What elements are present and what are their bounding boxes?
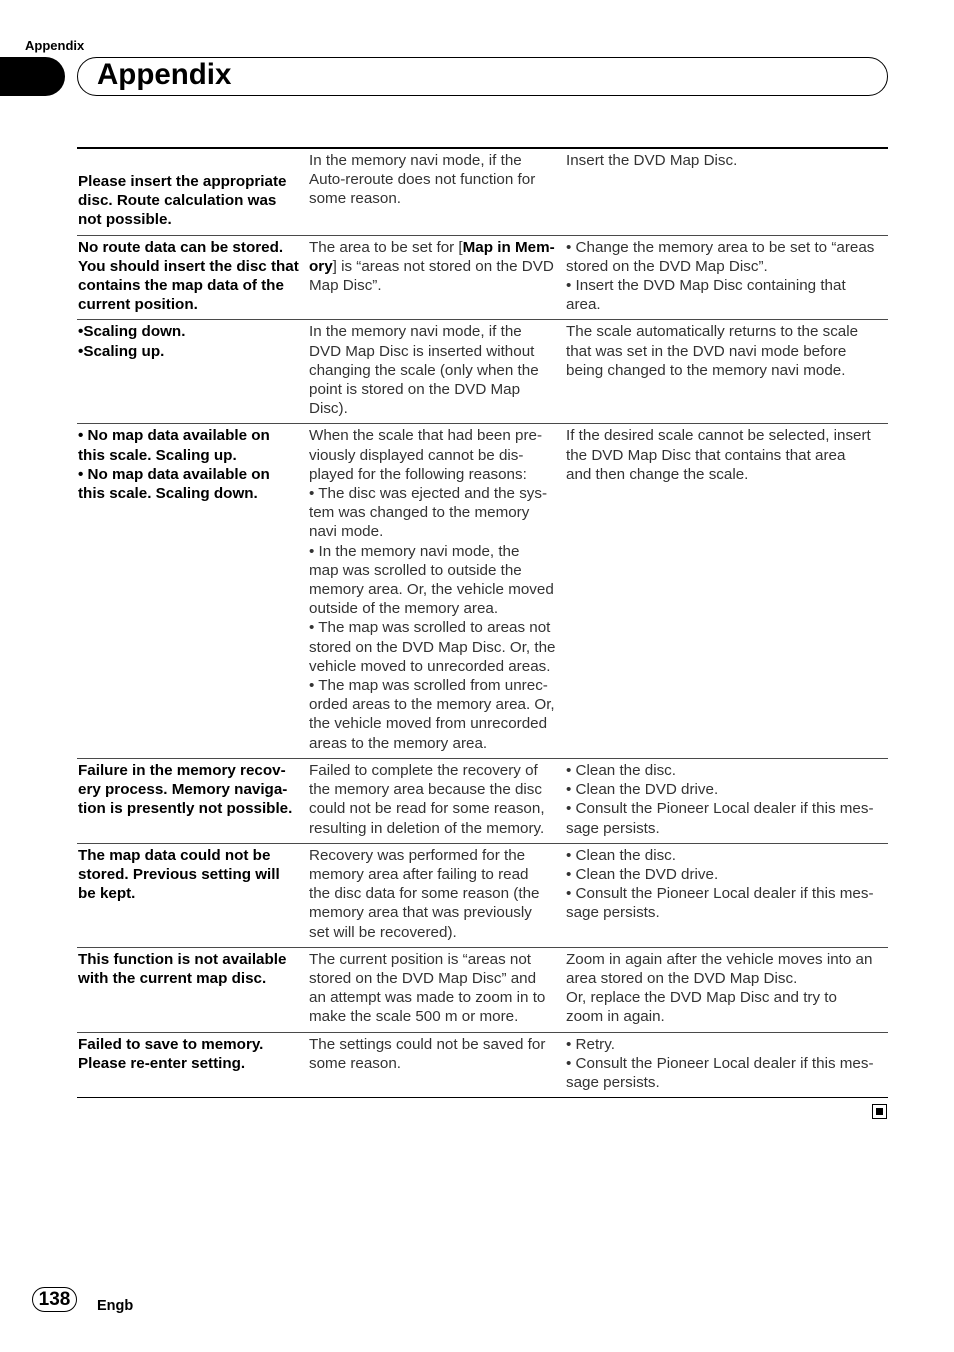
end-mark-icon (872, 1104, 887, 1119)
message-cell (77, 236, 309, 320)
cause-cell (309, 844, 566, 947)
cause-line: • The disc was ejected and the sys- (309, 485, 548, 503)
cause-cell (309, 149, 566, 235)
message-cell (77, 149, 309, 235)
emphasis-text: ory (309, 257, 333, 275)
cause-line: resulting in deletion of the memory. (309, 819, 545, 837)
action-line: and then change the scale. (566, 465, 749, 483)
cause-line: some reason. (309, 190, 402, 208)
cause-cell (309, 1033, 566, 1098)
action-line: • Clean the disc. (566, 846, 676, 864)
message-cell (77, 759, 309, 843)
cause-cell (309, 424, 566, 757)
message-line: Failed to save to memory. (78, 1035, 264, 1053)
cause-cell (309, 948, 566, 1032)
cause-line: outside of the memory area. (309, 600, 499, 618)
action-line: sage persists. (566, 904, 660, 922)
cause-line (309, 238, 566, 257)
cause-line: areas to the memory area. (309, 734, 488, 752)
message-line: •Scaling down. (78, 323, 186, 341)
action-line: • Clean the DVD drive. (566, 781, 719, 799)
message-line: tion is presently not possible. (78, 800, 293, 818)
cause-line: stored on the DVD Map Disc. Or, the (309, 638, 556, 656)
cause-line: the vehicle moved from unrecorded (309, 715, 548, 733)
action-line: • Clean the disc. (566, 761, 676, 779)
action-line: sage persists. (566, 1073, 660, 1091)
action-line: Or, replace the DVD Map Disc and try to (566, 989, 837, 1007)
page-number: 138 (38, 1289, 71, 1310)
action-cell (566, 149, 888, 235)
cause-line: vehicle moved to unrecorded areas. (309, 657, 551, 675)
action-line: stored on the DVD Map Disc”. (566, 257, 768, 275)
cause-line: Disc). (309, 400, 348, 418)
section-title: Appendix (97, 58, 232, 91)
section-title-bar (77, 57, 888, 96)
action-line: that was set in the DVD navi mode before (566, 342, 847, 360)
cause-line: an attempt was made to zoom in to (309, 989, 546, 1007)
action-line: If the desired scale cannot be selected, insert (566, 427, 871, 445)
action-cell (566, 948, 888, 1032)
running-head: Appendix (25, 38, 85, 53)
cause-line: stored on the DVD Map Disc” and (309, 969, 537, 987)
cause-line: Auto-reroute does not function for (309, 171, 536, 189)
table-row (77, 948, 888, 1033)
cause-line: The current position is “areas not (309, 950, 532, 968)
message-line: disc. Route calculation was (78, 192, 277, 210)
action-line: • Consult the Pioneer Local dealer if this mes- (566, 885, 874, 903)
action-cell (566, 320, 888, 423)
action-cell (566, 759, 888, 843)
message-table (77, 147, 888, 1098)
message-line: •Scaling up. (78, 342, 165, 360)
cause-line: In the memory navi mode, if the (309, 152, 522, 169)
table-row (77, 320, 888, 424)
message-cell (77, 1033, 309, 1098)
message-line: this scale. Scaling up. (78, 446, 237, 464)
cause-line: the disc data for some reason (the (309, 885, 540, 903)
message-line: current position. (78, 296, 198, 314)
message-cell (77, 844, 309, 947)
cause-line: map was scrolled to outside the (309, 561, 522, 579)
message-line: The map data could not be (78, 846, 271, 864)
text-segment: ] is “areas not stored on the DVD (332, 257, 554, 275)
action-line: • Change the memory area to be set to “areas (566, 238, 875, 256)
cause-line: memory area after failing to read (309, 865, 529, 883)
cause-line: The settings could not be saved for (309, 1035, 546, 1053)
page-number-badge (32, 1287, 77, 1312)
cause-line: the memory area because the disc (309, 781, 542, 799)
cause-line: Map Disc”. (309, 277, 382, 295)
action-line: • Clean the DVD drive. (566, 865, 719, 883)
action-cell (566, 844, 888, 947)
table-row (77, 759, 888, 844)
cause-line: memory area that was previously (309, 904, 532, 922)
cause-line: Failed to complete the recovery of (309, 761, 538, 779)
action-line: area stored on the DVD Map Disc. (566, 969, 798, 987)
cause-cell (309, 236, 566, 320)
cause-line: viously displayed cannot be dis- (309, 446, 524, 464)
action-line: • Retry. (566, 1035, 615, 1053)
cause-line: DVD Map Disc is inserted without (309, 342, 535, 360)
cause-line: memory area. Or, the vehicle moved (309, 581, 554, 599)
cause-line: tem was changed to the memory (309, 504, 530, 522)
cause-line: In the memory navi mode, if the (309, 323, 522, 341)
cause-line: • The map was scrolled to areas not (309, 619, 551, 637)
message-line: stored. Previous setting will (78, 865, 280, 883)
table-row (77, 236, 888, 321)
action-line: • Consult the Pioneer Local dealer if this mes- (566, 1054, 874, 1072)
cause-line: could not be read for some reason, (309, 800, 545, 818)
table-row (77, 844, 888, 948)
cause-line (309, 257, 566, 276)
table-row (77, 1033, 888, 1099)
message-line: • No map data available on (78, 427, 270, 445)
action-cell (566, 1033, 888, 1098)
cause-line: some reason. (309, 1054, 402, 1072)
message-line: with the current map disc. (78, 969, 267, 987)
cause-line: orded areas to the memory area. Or, (309, 696, 555, 714)
message-cell (77, 320, 309, 423)
cause-line: set will be recovered). (309, 923, 457, 941)
table-row (77, 149, 888, 236)
action-line: sage persists. (566, 819, 660, 837)
message-line: Please re-enter setting. (78, 1054, 246, 1072)
cause-line: Recovery was performed for the (309, 846, 526, 864)
cause-line: point is stored on the DVD Map (309, 381, 521, 399)
message-line: not possible. (78, 211, 172, 229)
cause-line: When the scale that had been pre- (309, 427, 543, 445)
language-code: Engb (97, 1298, 134, 1314)
message-line: This function is not available (78, 950, 287, 968)
message-line: Failure in the memory recov- (78, 761, 286, 779)
message-line: contains the map data of the (78, 277, 284, 295)
action-line: • Insert the DVD Map Disc containing that (566, 277, 846, 295)
action-cell (566, 236, 888, 320)
action-line: • Consult the Pioneer Local dealer if this mes- (566, 800, 874, 818)
action-line: area. (566, 296, 601, 314)
message-line: ery process. Memory naviga- (78, 781, 288, 799)
text-segment: The area to be set for [ (309, 238, 463, 256)
message-line: • No map data available on (78, 465, 270, 483)
cause-line: • In the memory navi mode, the (309, 542, 520, 560)
message-line: Please insert the appropriate (78, 173, 287, 190)
cause-cell (309, 320, 566, 423)
message-cell (77, 948, 309, 1032)
cause-line: navi mode. (309, 523, 384, 541)
cause-line: • The map was scrolled from unrec- (309, 677, 548, 695)
message-line: this scale. Scaling down. (78, 485, 258, 503)
message-line: No route data can be stored. (78, 238, 284, 256)
action-line: Zoom in again after the vehicle moves into an (566, 950, 873, 968)
action-cell (566, 424, 888, 757)
action-line: being changed to the memory navi mode. (566, 361, 846, 379)
message-line: be kept. (78, 885, 136, 903)
cause-line: changing the scale (only when the (309, 361, 539, 379)
section-tab-marker (0, 57, 65, 96)
cause-cell (309, 759, 566, 843)
message-cell (77, 424, 309, 757)
emphasis-text: Map in Mem- (462, 238, 555, 256)
action-line: The scale automatically returns to the scale (566, 323, 859, 341)
action-line: Insert the DVD Map Disc. (566, 152, 738, 169)
action-line: the DVD Map Disc that contains that area (566, 446, 846, 464)
cause-line: make the scale 500 m or more. (309, 1008, 519, 1026)
message-line: You should insert the disc that (78, 257, 299, 275)
cause-line: played for the following reasons: (309, 465, 527, 483)
action-line: zoom in again. (566, 1008, 665, 1026)
table-row (77, 424, 888, 758)
